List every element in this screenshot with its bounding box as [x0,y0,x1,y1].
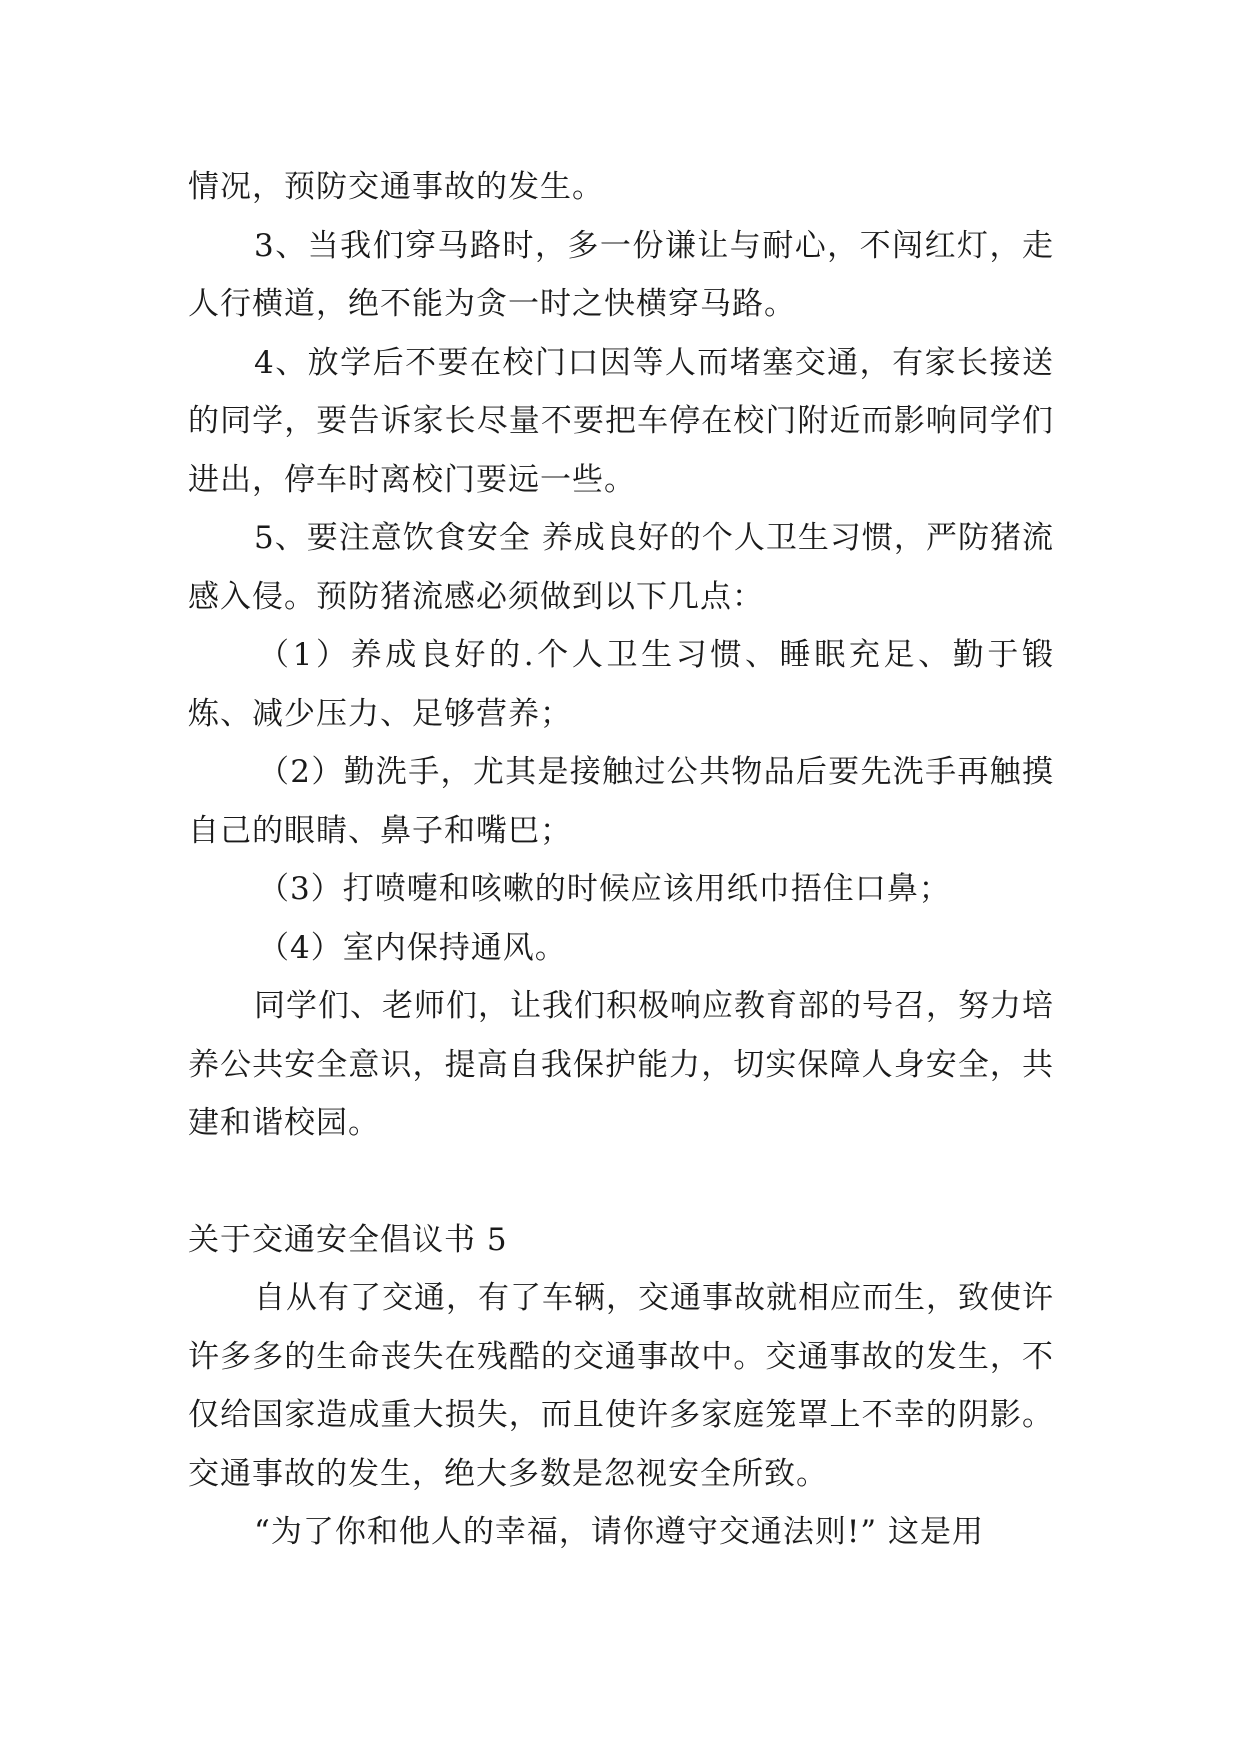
section-title: 关于交通安全倡议书 5 [188,1221,508,1258]
sub-item-3: （3）打喷嚏和咳嗽的时候应该用纸巾捂住口鼻； [258,871,951,907]
intro-paragraph: 自从有了交通，有了车辆，交通事故就相应而生，致使许许多多的生命丧失在残酷的交通事故中。交通事故的发生，不仅给国家造成重大损失，而且使许多家庭笼罩上不幸的阴影。交通事故的发生，绝大多数是忽视安全所致。 [188,1280,1054,1492]
paragraph-item-5: 5、要注意饮食安全 养成良好的个人卫生习惯，严防猪流感入侵。预防猪流感必须做到以下几点： [188,520,1054,615]
sub-item-4: （4）室内保持通风。 [258,929,567,966]
paragraph-item-3: 3、当我们穿马路时，多一份谦让与耐心，不闯红灯，走人行横道，绝不能为贪一时之快横穿马路。 [188,227,1054,322]
sub-item-2: （2）勤洗手，尤其是接触过公共物品后要先洗手再触摸自己的眼睛、鼻子和嘴巴； [188,754,1054,849]
closing-paragraph: 同学们、老师们，让我们积极响应教育部的号召，努力培养公共安全意识，提高自我保护能力，切实保障人身安全，共建和谐校园。 [188,988,1054,1141]
paragraph-continuation: 情况，预防交通事故的发生。 [188,169,604,205]
quote-paragraph: “为了你和他人的幸福，请你遵守交通法则!” 这是用 [254,1514,985,1550]
sub-item-1: （1）养成良好的.个人卫生习惯、睡眠充足、勤于锻炼、减少压力、足够营养； [188,637,1054,732]
paragraph-item-4: 4、放学后不要在校门口因等人而堵塞交通，有家长接送的同学，要告诉家长尽量不要把车停在校门附近而影响同学们进出，停车时离校门要远一些。 [188,344,1054,498]
document-body [188,158,1054,1562]
section-gap [188,1153,1054,1211]
